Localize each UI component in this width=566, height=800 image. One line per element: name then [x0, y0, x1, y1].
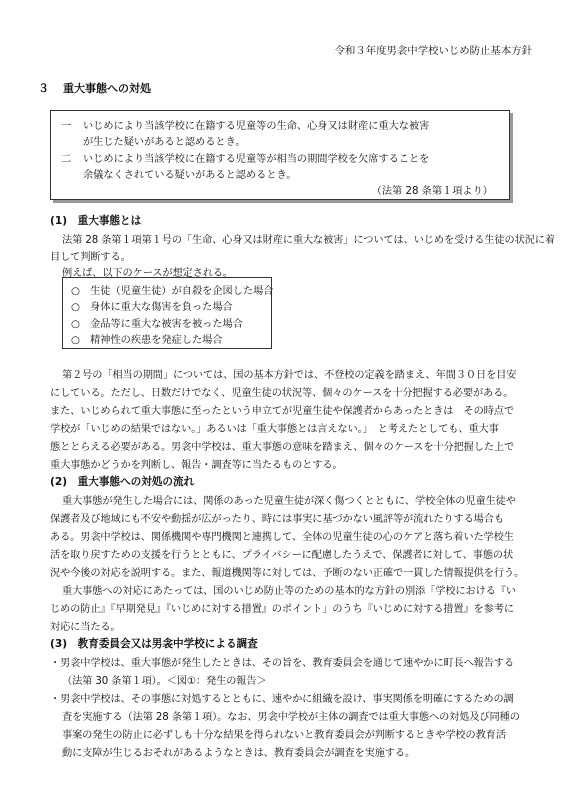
section-heading [38, 80, 151, 96]
paragraph: 例えば、以下のケースが想定される。 [62, 268, 233, 279]
paragraph: ・男衾中学校は、重大事態が発生したときは、その旨を、教育委員会を通じて速やかに町長へ報告する [50, 658, 515, 669]
paragraph: 第２号の「相当の期間」については、国の基本方針では、不登校の定義を踏まえ、年間３０日を目安 [62, 370, 517, 381]
subsection-2-heading: (2) 重大事態への対処の流れ [50, 476, 195, 488]
paragraph: 重大事態かどうかを判断し、報告・調査等に当たるものとする。 [50, 460, 343, 471]
law-item-2-text: いじめにより当該学校に在籍する児童等が相当の期間学校を欠席することを [83, 154, 430, 165]
paragraph: 査を実施する（法第 28 条第１項）。なお、男衾中学校が主体の調査では重大事態への対処及び同種の [62, 712, 520, 723]
paragraph: また、いじめられて重大事態に至ったという申立てが児童生徒や保護者からあったときは その時点で [50, 406, 514, 417]
law-item-2-number: 二 [61, 154, 72, 165]
paragraph: 事案の発生の防止に必ずしも十分な結果を得られないと教育委員会が判断するときや学校の教育活 [62, 730, 506, 741]
paragraph: ・男衾中学校は、その事態に対処するとともに、速やかに組織を設け、事実関係を明確にするための調 [50, 694, 514, 705]
paragraph: 重大事態が発生した場合には、関係のあった児童生徒が深く傷つくとともに、学校全体の児童生徒や [62, 496, 516, 507]
paragraph: じめの防止』『早期発見』『いじめに対する措置』のポイント」のうち『いじめに対する措置』を参考に [50, 604, 514, 615]
subsection-1-heading: (1) 重大事態とは [50, 215, 142, 227]
list-item: ○ 生徒（児童生徒）が自殺を企図した場合 [71, 286, 274, 297]
paragraph: 対応に当たる。 [50, 622, 121, 633]
law-citation: （法第 28 条第１項より） [371, 186, 493, 197]
list-item: ○ 身体に重大な傷害を負った場合 [71, 302, 233, 313]
law-item-2 [61, 150, 429, 165]
paragraph: （法第 30 条第１項）。＜図①：発生の報告＞ [62, 676, 267, 687]
paragraph: ある。男衾中学校は、関係機関や専門機関と連携して、全体の児童生徒の心のケアと落ち着いた学校生 [50, 532, 514, 543]
paragraph: 活を取り戻すための支援を行うとともに、プライバシーに配慮したうえで、保護者に対して、事態の状 [50, 550, 514, 561]
law-item-1-number: 一 [61, 121, 72, 132]
paragraph: 重大事態への対応にあたっては、国のいじめ防止等のための基本的な方針の別添「学校における『い [62, 586, 516, 597]
paragraph: 学校が「いじめの結果ではない。」あるいは「重大事態とは言えない。」 と考えたとしても、重大事 [50, 424, 499, 435]
paragraph: 況や今後の対応を説明する。また、報道機関等に対しては、予断のない正確で一貫した情報提供を行う。 [50, 568, 525, 579]
subsection-3-heading: (3) 教育委員会又は男衾中学校による調査 [50, 638, 258, 650]
paragraph: 目して判断する。 [50, 252, 131, 263]
paragraph: 法第 28 条第１項第１号の「生命、心身又は財産に重大な被害」については、いじめを受ける生徒の状況に着 [62, 235, 555, 246]
list-item: ○ 精神性の疾患を発症した場合 [71, 335, 223, 346]
law-item-2-cont: 余儀なくされている疑いがあると認めるとき。 [83, 170, 297, 181]
document-title: 令和３年度男衾中学校いじめ防止基本方針 [334, 45, 532, 57]
paragraph: 動に支障が生じるおそれがあるようなときは、教育委員会が調査を実施する。 [62, 748, 416, 759]
law-item-1 [61, 117, 429, 132]
paragraph: 態ととらえる必要がある。男衾中学校は、重大事態の意味を踏まえ、個々のケースを十分把握した上で [50, 442, 515, 453]
law-quote-box [50, 110, 510, 200]
section-number: ３ [38, 82, 49, 95]
law-item-1-cont: が生じた疑いがあると認めるとき。 [83, 137, 246, 148]
paragraph: にしている。ただし、日数だけでなく、児童生徒の状況等、個々のケースを十分把握する必要がある。 [50, 388, 514, 399]
law-item-1-text: いじめにより当該学校に在籍する児童等の生命、心身又は財産に重大な被害 [83, 121, 430, 132]
paragraph: 保護者及び地域にも不安や動揺が広がったり、時には事実に基づかない風評等が流れたりする場合も [50, 514, 504, 525]
list-item: ○ 金品等に重大な被害を被った場合 [71, 319, 243, 330]
section-title: 重大事態への対処 [63, 82, 151, 95]
case-list-box [62, 277, 272, 349]
